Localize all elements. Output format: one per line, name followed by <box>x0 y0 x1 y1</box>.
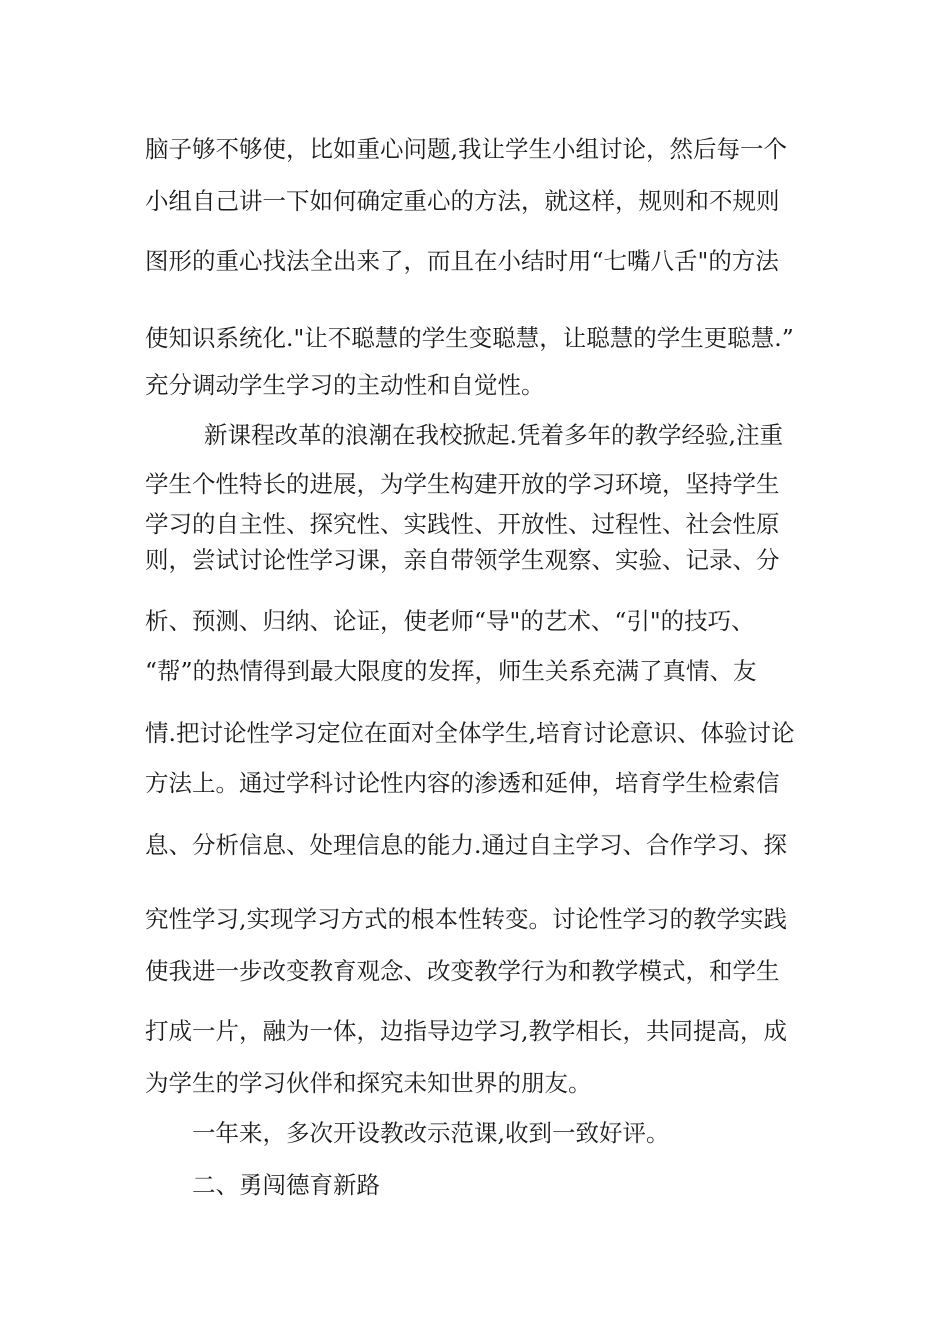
text-line-8: 学习的自主性、探究性、实践性、开放性、过程性、社会性原 <box>145 510 780 538</box>
summary-line: 一年来，多次开设教改示范课,收到一致好评。 <box>192 1119 670 1147</box>
text-line-13: 方法上。通过学科讨论性内容的渗透和延伸，培育学生检索信 <box>145 769 780 797</box>
text-line-11: “帮”的热情得到最大限度的发挥，师生关系充满了真情、友 <box>145 657 757 685</box>
text-line-14: 息、分析信息、处理信息的能力.通过自主学习、合作学习、探 <box>145 831 787 859</box>
text-line-4: 使知识系统化."让不聪慧的学生变聪慧，让聪慧的学生更聪慧.” <box>145 324 794 352</box>
text-line-5: 充分调动学生学习的主动性和自觉性。 <box>145 371 545 399</box>
text-line-3: 图形的重心找法全出来了，而且在小结时用“七嘴八舌"的方法 <box>145 247 779 275</box>
text-line-1: 脑子够不够使，比如重心问题,我让学生小组讨论，然后每一个 <box>145 135 787 163</box>
text-line-15: 究性学习,实现学习方式的根本性转变。讨论性学习的教学实践 <box>145 905 787 933</box>
text-line-2: 小组自己讲一下如何确定重心的方法，就这样，规则和不规则 <box>145 187 780 215</box>
text-line-17: 打成一片，融为一体，边指导边学习,教学相长，共同提高，成 <box>145 1017 787 1045</box>
text-line-10: 析、预测、归纳、论证，使老师“导"的艺术、“引"的技巧、 <box>145 607 755 635</box>
paragraph-start-line: 新课程改革的浪潮在我校掀起.凭着多年的教学经验,注重 <box>204 421 783 449</box>
section-heading: 二、勇闯德育新路 <box>192 1171 380 1199</box>
text-line-9: 则，尝试讨论性学习课，亲自带领学生观察、实验、记录、分 <box>145 546 780 574</box>
text-line-12: 情.把讨论性学习定位在面对全体学生,培育讨论意识、体验讨论 <box>145 719 795 747</box>
text-line-18: 为学生的学习伙伴和探究未知世界的朋友。 <box>145 1069 592 1097</box>
text-line-7: 学生个性特长的进展，为学生构建开放的学习环境，坚持学生 <box>145 470 780 498</box>
text-line-16: 使我进一步改变教育观念、改变教学行为和教学模式，和学生 <box>145 957 780 985</box>
